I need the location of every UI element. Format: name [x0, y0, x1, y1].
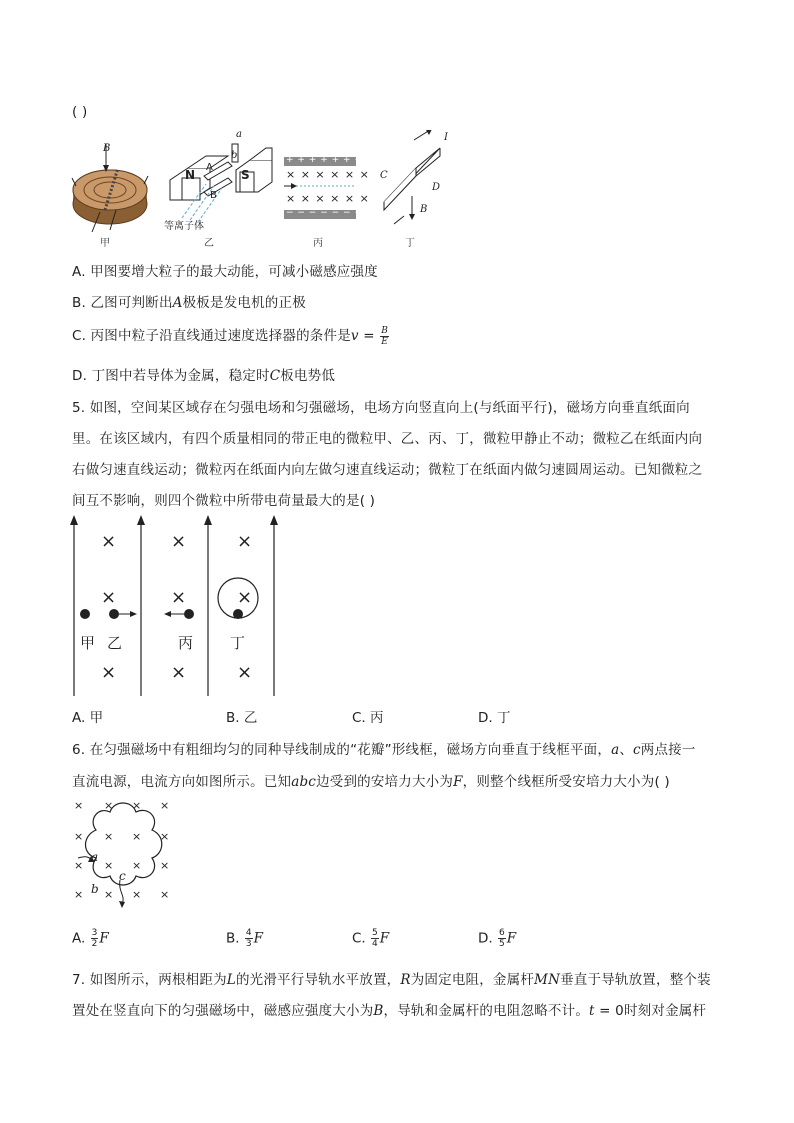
- yi-b-small-label: b: [231, 150, 238, 161]
- bing-cross-row-1: × × × × × ×: [286, 168, 370, 181]
- q5-cross-1: ×: [101, 531, 117, 552]
- q6-cross: ×: [160, 859, 170, 872]
- q6-option-a: A. $\frac{3}{2}$ F: [72, 928, 109, 949]
- figure-yi: [162, 130, 274, 230]
- q6-cross: ×: [74, 799, 84, 812]
- ding-i-label: I: [444, 132, 448, 143]
- q5-particle-jia-label: 甲: [80, 634, 96, 652]
- q6-cross: ×: [132, 830, 142, 843]
- q6-cross: ×: [74, 859, 84, 872]
- q6-cross: ×: [132, 888, 142, 901]
- yi-n-pole: N: [185, 168, 196, 182]
- ding-c-label: C: [380, 170, 388, 181]
- q6-point-a: a: [91, 850, 99, 864]
- q6-cross: ×: [160, 830, 170, 843]
- q5-cross-6: ×: [237, 587, 253, 608]
- q6-cross: ×: [104, 830, 114, 843]
- bing-plus-plate: + + + + + + +: [286, 155, 363, 165]
- q6-option-b: B. $\frac{4}{3}$ F: [226, 928, 263, 949]
- q5-cross-5: ×: [171, 587, 187, 608]
- q4-option-d: D. 丁图中若导体为金属，稳定时C板电势低: [72, 368, 336, 384]
- q4-option-c: C. 丙图中粒子沿直线通过速度选择器的条件是v = $\frac{B}{E}$: [72, 325, 389, 347]
- q5-particle-yi-label: 乙: [107, 634, 123, 652]
- ding-b-label: B: [420, 204, 428, 215]
- q5-stem-line-4: 间互不影响，则四个微粒中所带电荷量最大的是( ): [72, 493, 376, 509]
- fraction-b-over-e: $\frac{B}{E}$: [381, 325, 389, 347]
- q6-cross: ×: [74, 888, 84, 901]
- q6-cross: ×: [104, 859, 114, 872]
- q5-particle-bing-label: 丙: [178, 634, 194, 652]
- q5-cross-2: ×: [171, 531, 187, 552]
- caption-yi: 乙: [204, 238, 214, 249]
- q6-option-d: D. $\frac{6}{5}$ F: [478, 928, 517, 949]
- caption-ding: 丁: [405, 238, 415, 249]
- q7-stem-line-1: 7. 如图所示，两根相距为L的光滑平行导轨水平放置，R为固定电阻，金属杆MN垂直于导轨放置，整个装: [72, 972, 711, 988]
- q5-stem-line-3: 右做匀速直线运动；微粒丙在纸面内向左做匀速直线运动；微粒丁在纸面内做匀速圆周运动。已知微粒之: [72, 462, 703, 478]
- q4-option-b: B. 乙图可判断出A极板是发电机的正极: [72, 295, 306, 311]
- q4-option-a: A. 甲图要增大粒子的最大动能，可减小磁感应强度: [72, 264, 378, 280]
- q5-particle-ding-label: 丁: [230, 634, 246, 652]
- bing-cross-row-2: × × × × × ×: [286, 192, 370, 205]
- yi-plate-a-label: A: [206, 162, 213, 173]
- q5-option-a: A. 甲: [72, 710, 104, 726]
- q6-cross: ×: [160, 799, 170, 812]
- caption-bing: 丙: [313, 238, 323, 249]
- q6-cross: ×: [132, 859, 142, 872]
- yi-plasma-label: 等离子体: [164, 221, 204, 232]
- bing-minus-plate: − − − − − − −: [286, 208, 363, 218]
- q5-cross-8: ×: [171, 662, 187, 683]
- q6-point-b: b: [91, 882, 99, 896]
- q5-cross-9: ×: [237, 662, 253, 683]
- q5-option-b: B. 乙: [226, 710, 258, 726]
- jia-b-label: B: [103, 143, 111, 154]
- q5-cross-4: ×: [101, 587, 117, 608]
- q6-cross: ×: [132, 799, 142, 812]
- q4-bracket: ( ): [72, 104, 88, 120]
- yi-s-pole: S: [241, 168, 250, 182]
- q5-cross-7: ×: [101, 662, 117, 683]
- q5-option-d: D. 丁: [478, 710, 511, 726]
- q6-option-c: C. $\frac{5}{4}$ F: [352, 928, 390, 949]
- q6-cross: ×: [104, 799, 114, 812]
- q6-stem-line-1: 6. 在匀强磁场中有粗细均匀的同种导线制成的“花瓣”形线框，磁场方向垂直于线框平面，a、c两点接一: [72, 742, 696, 758]
- q7-stem-line-2: 置处在竖直向下的匀强磁场中，磁感应强度大小为B，导轨和金属杆的电阻忽略不计。t = 0时刻对金属杆: [72, 1003, 707, 1019]
- q6-cross: ×: [74, 830, 84, 843]
- q6-cross: ×: [160, 888, 170, 901]
- q5-stem-line-2: 里。在该区域内，有四个质量相同的带正电的微粒甲、乙、丙、丁，微粒甲静止不动；微粒乙在纸面内向: [72, 431, 703, 447]
- figure-ding: [380, 130, 448, 225]
- yi-a-label: a: [236, 129, 242, 140]
- caption-jia: 甲: [100, 238, 110, 249]
- q5-option-c: C. 丙: [352, 710, 384, 726]
- q5-cross-3: ×: [237, 531, 253, 552]
- q6-cross: ×: [104, 888, 114, 901]
- q6-petal-frame-figure: [74, 796, 174, 916]
- yi-plate-b-label: B: [210, 190, 217, 201]
- ding-d-label: D: [432, 182, 441, 193]
- q6-stem-line-2: 直流电源，电流方向如图所示。已知abc边受到的安培力大小为F，则整个线框所受安培力大小为( ): [72, 774, 670, 790]
- q6-point-c: c: [119, 869, 126, 883]
- q5-stem-line-1: 5. 如图，空间某区域存在匀强电场和匀强磁场，电场方向竖直向上(与纸面平行)，磁场方向垂直纸面向: [72, 400, 690, 416]
